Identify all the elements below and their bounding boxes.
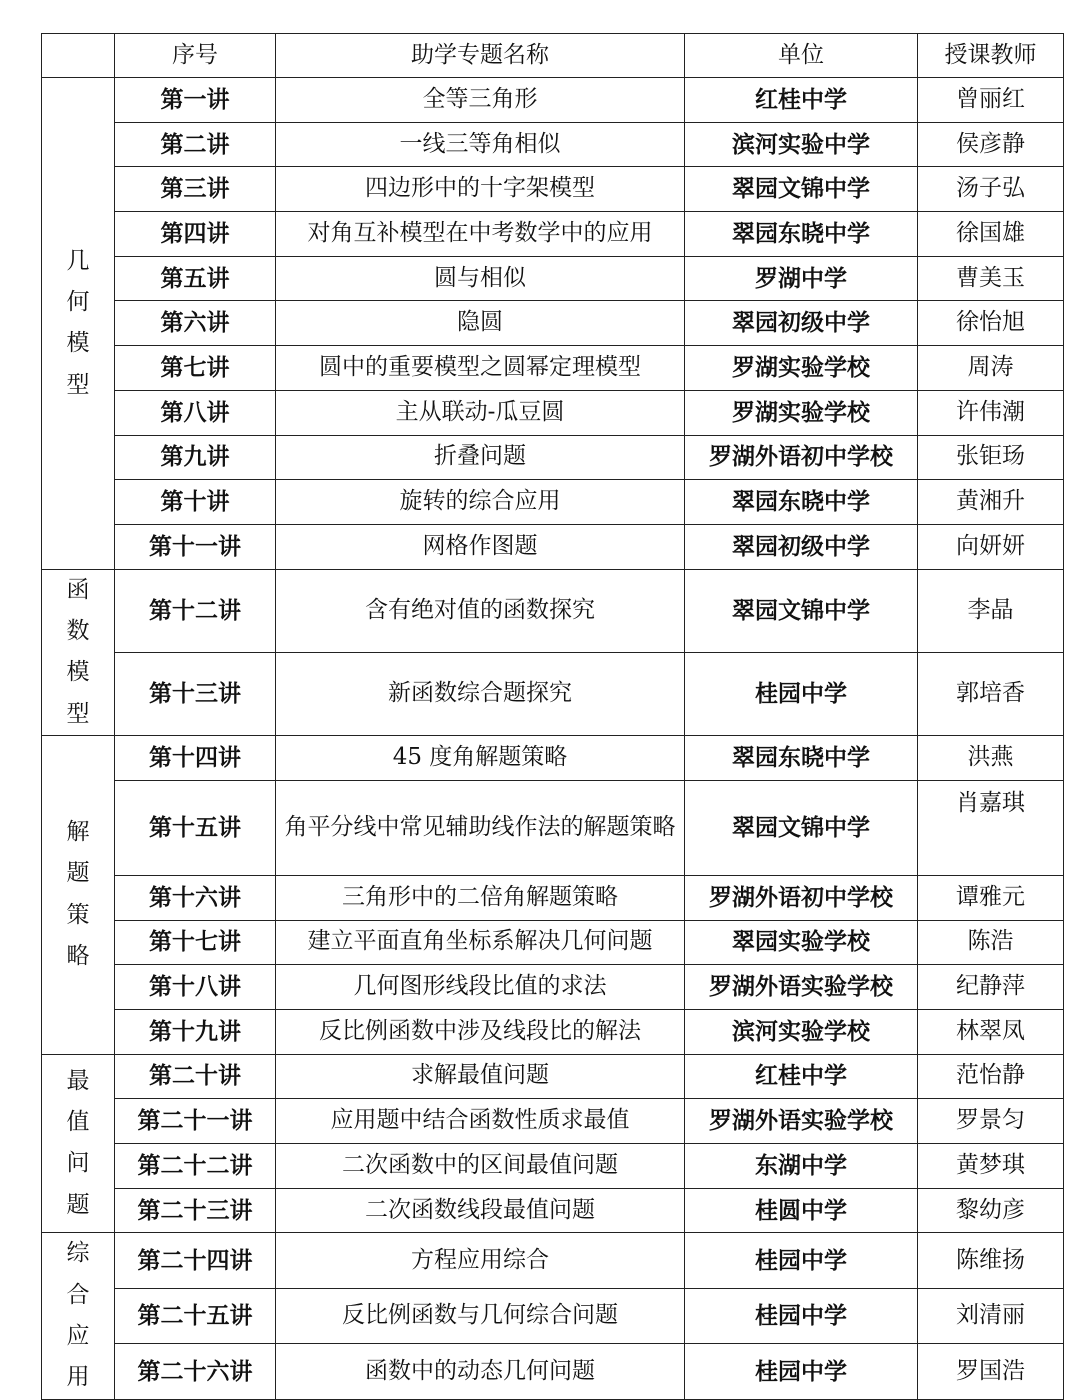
- teacher-cell: 陈维扬: [918, 1233, 1064, 1289]
- unit-cell: 滨河实验中学: [685, 122, 918, 167]
- seq-cell: 第二十三讲: [115, 1188, 276, 1233]
- topic-cell: 二次函数中的区间最值问题: [276, 1143, 685, 1188]
- seq-cell: 第二十六讲: [115, 1344, 276, 1400]
- teacher-cell: 徐国雄: [918, 212, 1064, 257]
- seq-cell: 第六讲: [115, 301, 276, 346]
- teacher-cell: 曾丽红: [918, 78, 1064, 123]
- topic-cell: 圆中的重要模型之圆幂定理模型: [276, 346, 685, 391]
- teacher-cell: 刘清丽: [918, 1288, 1064, 1344]
- category-label: 函数模型: [66, 576, 90, 727]
- seq-cell: 第五讲: [115, 256, 276, 301]
- topic-cell: 旋转的综合应用: [276, 480, 685, 525]
- unit-cell: 罗湖外语初中学校: [685, 875, 918, 920]
- table-row: [42, 390, 1064, 435]
- topic-cell: 45 度角解题策略: [276, 736, 685, 781]
- lecture-schedule-table: [41, 33, 1064, 1400]
- seq-cell: 第一讲: [115, 78, 276, 123]
- seq-cell: 第二十四讲: [115, 1233, 276, 1289]
- topic-cell: 几何图形线段比值的求法: [276, 965, 685, 1010]
- table-row: [42, 435, 1064, 480]
- topic-cell: 方程应用综合: [276, 1233, 685, 1289]
- table-row: [42, 920, 1064, 965]
- topic-cell: 角平分线中常见辅助线作法的解题策略: [276, 780, 685, 875]
- unit-cell: 罗湖外语实验学校: [685, 965, 918, 1010]
- unit-cell: 翠园初级中学: [685, 301, 918, 346]
- seq-cell: 第十讲: [115, 480, 276, 525]
- unit-cell: 罗湖外语实验学校: [685, 1099, 918, 1144]
- teacher-cell: 黄湘升: [918, 480, 1064, 525]
- table-row: [42, 1188, 1064, 1233]
- teacher-cell: 陈浩: [918, 920, 1064, 965]
- teacher-cell: 郭培香: [918, 652, 1064, 735]
- teacher-cell: 黄梦琪: [918, 1143, 1064, 1188]
- header-seq: 序号: [115, 34, 276, 78]
- seq-cell: 第九讲: [115, 435, 276, 480]
- header-topic: 助学专题名称: [276, 34, 685, 78]
- topic-cell: 二次函数线段最值问题: [276, 1188, 685, 1233]
- topic-cell: 网格作图题: [276, 524, 685, 569]
- table-row: [42, 256, 1064, 301]
- unit-cell: 罗湖实验学校: [685, 390, 918, 435]
- table-row: [42, 780, 1064, 875]
- seq-cell: 第四讲: [115, 212, 276, 257]
- topic-cell: 全等三角形: [276, 78, 685, 123]
- unit-cell: 桂园中学: [685, 652, 918, 735]
- header-category: [42, 34, 115, 78]
- category-label: 解题策略: [66, 819, 90, 970]
- table-row: [42, 965, 1064, 1010]
- topic-cell: 建立平面直角坐标系解决几何问题: [276, 920, 685, 965]
- teacher-cell: 许伟潮: [918, 390, 1064, 435]
- seq-cell: 第三讲: [115, 167, 276, 212]
- seq-cell: 第二十讲: [115, 1054, 276, 1099]
- teacher-cell: 徐怡旭: [918, 301, 1064, 346]
- table-row: [42, 524, 1064, 569]
- table-row: [42, 569, 1064, 652]
- topic-cell: 反比例函数中涉及线段比的解法: [276, 1009, 685, 1054]
- unit-cell: 滨河实验学校: [685, 1009, 918, 1054]
- unit-cell: 红桂中学: [685, 78, 918, 123]
- category-cell: [42, 1233, 115, 1400]
- unit-cell: 桂圆中学: [685, 1188, 918, 1233]
- category-label: 综合应用: [66, 1240, 90, 1391]
- table-row: [42, 346, 1064, 391]
- teacher-cell: 谭雅元: [918, 875, 1064, 920]
- unit-cell: 翠园文锦中学: [685, 780, 918, 875]
- table-row: [42, 78, 1064, 123]
- topic-cell: 三角形中的二倍角解题策略: [276, 875, 685, 920]
- table-row: [42, 1009, 1064, 1054]
- teacher-cell: 纪静萍: [918, 965, 1064, 1010]
- teacher-cell: 黎幼彦: [918, 1188, 1064, 1233]
- unit-cell: 翠园实验学校: [685, 920, 918, 965]
- teacher-cell: 洪燕: [918, 736, 1064, 781]
- topic-cell: 含有绝对值的函数探究: [276, 569, 685, 652]
- category-cell: [42, 736, 115, 1054]
- table-row: [42, 1233, 1064, 1289]
- seq-cell: 第七讲: [115, 346, 276, 391]
- seq-cell: 第十六讲: [115, 875, 276, 920]
- category-cell: [42, 569, 115, 736]
- topic-cell: 反比例函数与几何综合问题: [276, 1288, 685, 1344]
- teacher-cell: 汤子弘: [918, 167, 1064, 212]
- teacher-cell: 李晶: [918, 569, 1064, 652]
- seq-cell: 第二十五讲: [115, 1288, 276, 1344]
- table-row: [42, 212, 1064, 257]
- unit-cell: 桂园中学: [685, 1344, 918, 1400]
- topic-cell: 四边形中的十字架模型: [276, 167, 685, 212]
- category-label: 几何模型: [66, 247, 90, 398]
- seq-cell: 第十五讲: [115, 780, 276, 875]
- table-row: [42, 480, 1064, 525]
- table-row: [42, 1054, 1064, 1099]
- table-row: [42, 736, 1064, 781]
- unit-cell: 翠园初级中学: [685, 524, 918, 569]
- unit-cell: 翠园东晓中学: [685, 212, 918, 257]
- table-row: [42, 1288, 1064, 1344]
- header-teacher: 授课教师: [918, 34, 1064, 78]
- seq-cell: 第十七讲: [115, 920, 276, 965]
- table-row: [42, 167, 1064, 212]
- table-row: [42, 652, 1064, 735]
- unit-cell: 翠园东晓中学: [685, 736, 918, 781]
- table-row: [42, 122, 1064, 167]
- teacher-cell: 曹美玉: [918, 256, 1064, 301]
- seq-cell: 第十八讲: [115, 965, 276, 1010]
- seq-cell: 第十二讲: [115, 569, 276, 652]
- teacher-cell: 罗国浩: [918, 1344, 1064, 1400]
- teacher-cell: 张钜玚: [918, 435, 1064, 480]
- unit-cell: 桂园中学: [685, 1288, 918, 1344]
- seq-cell: 第二讲: [115, 122, 276, 167]
- unit-cell: 翠园文锦中学: [685, 167, 918, 212]
- teacher-cell: 罗景匀: [918, 1099, 1064, 1144]
- seq-cell: 第八讲: [115, 390, 276, 435]
- unit-cell: 东湖中学: [685, 1143, 918, 1188]
- table-row: [42, 301, 1064, 346]
- teacher-cell: 侯彦静: [918, 122, 1064, 167]
- seq-cell: 第十一讲: [115, 524, 276, 569]
- category-cell: [42, 78, 115, 570]
- unit-cell: 罗湖实验学校: [685, 346, 918, 391]
- teacher-cell: 范怡静: [918, 1054, 1064, 1099]
- seq-cell: 第十三讲: [115, 652, 276, 735]
- header-unit: 单位: [685, 34, 918, 78]
- teacher-cell: 林翠凤: [918, 1009, 1064, 1054]
- topic-cell: 主从联动-瓜豆圆: [276, 390, 685, 435]
- topic-cell: 一线三等角相似: [276, 122, 685, 167]
- topic-cell: 新函数综合题探究: [276, 652, 685, 735]
- teacher-cell: 周涛: [918, 346, 1064, 391]
- topic-cell: 函数中的动态几何问题: [276, 1344, 685, 1400]
- seq-cell: 第二十二讲: [115, 1143, 276, 1188]
- category-label: 最值问题: [66, 1067, 90, 1218]
- topic-cell: 对角互补模型在中考数学中的应用: [276, 212, 685, 257]
- topic-cell: 圆与相似: [276, 256, 685, 301]
- teacher-cell: 肖嘉琪: [918, 780, 1064, 875]
- topic-cell: 求解最值问题: [276, 1054, 685, 1099]
- topic-cell: 折叠问题: [276, 435, 685, 480]
- seq-cell: 第十四讲: [115, 736, 276, 781]
- unit-cell: 罗湖中学: [685, 256, 918, 301]
- table-row: [42, 1099, 1064, 1144]
- category-cell: [42, 1054, 115, 1233]
- unit-cell: 罗湖外语初中学校: [685, 435, 918, 480]
- table-row: [42, 1143, 1064, 1188]
- unit-cell: 红桂中学: [685, 1054, 918, 1099]
- header-row: [42, 34, 1064, 78]
- teacher-cell: 向妍妍: [918, 524, 1064, 569]
- table-body: [42, 78, 1064, 1400]
- topic-cell: 应用题中结合函数性质求最值: [276, 1099, 685, 1144]
- unit-cell: 翠园文锦中学: [685, 569, 918, 652]
- unit-cell: 桂园中学: [685, 1233, 918, 1289]
- table-row: [42, 1344, 1064, 1400]
- seq-cell: 第二十一讲: [115, 1099, 276, 1144]
- unit-cell: 翠园东晓中学: [685, 480, 918, 525]
- topic-cell: 隐圆: [276, 301, 685, 346]
- seq-cell: 第十九讲: [115, 1009, 276, 1054]
- table-row: [42, 875, 1064, 920]
